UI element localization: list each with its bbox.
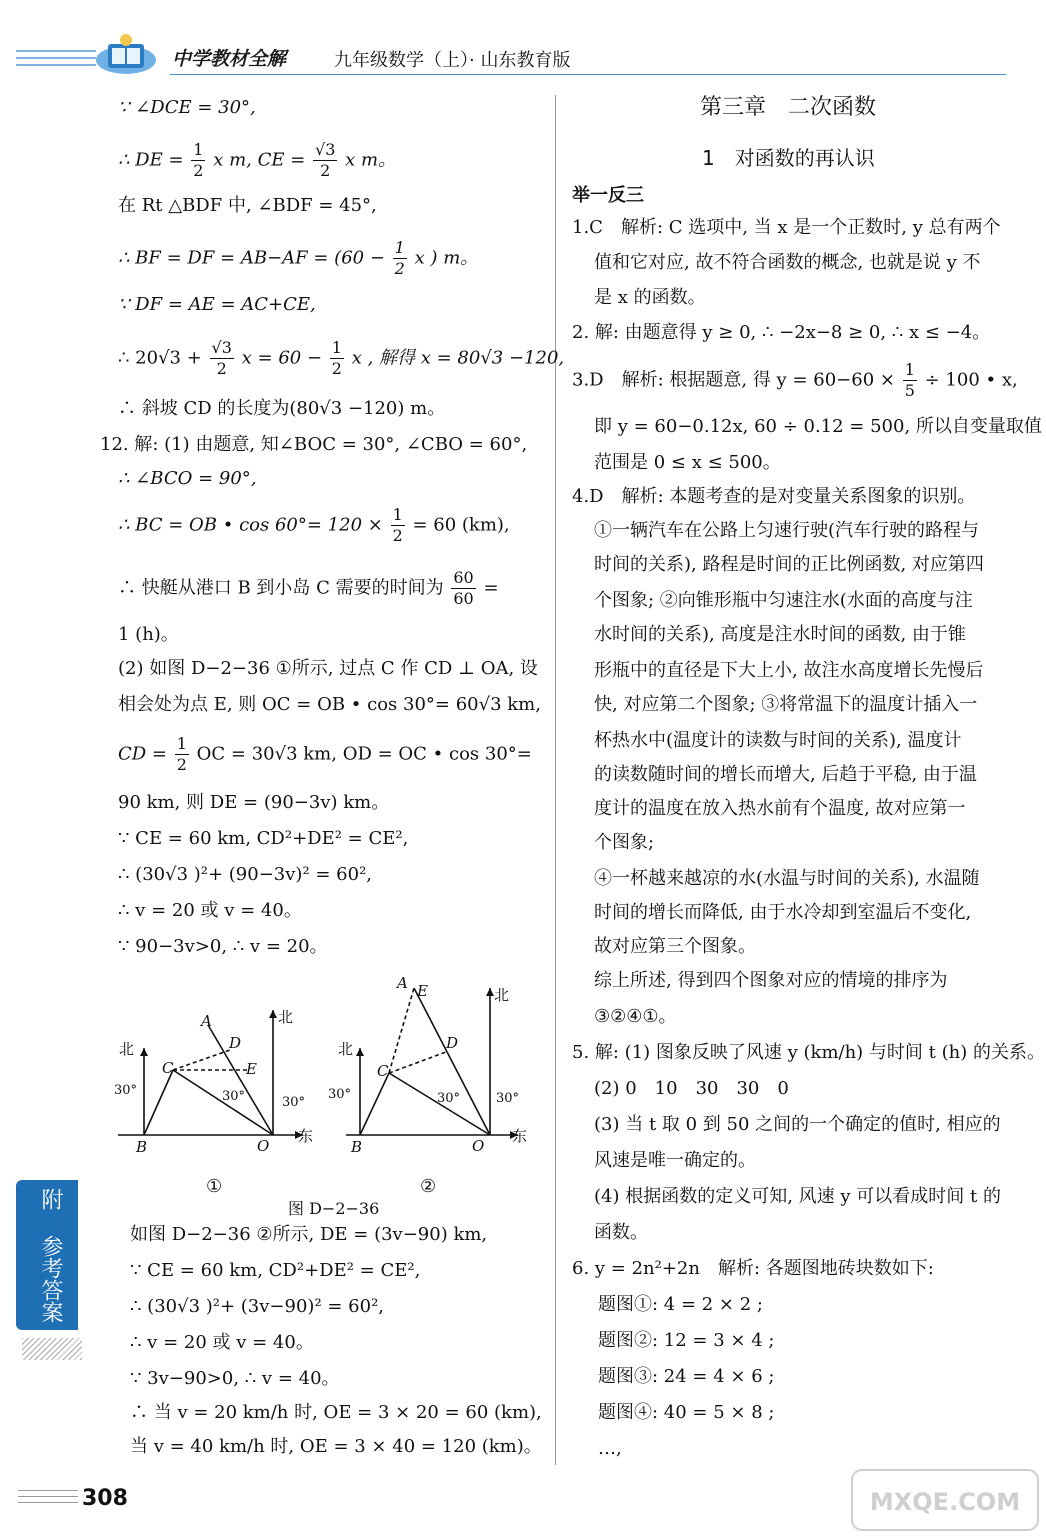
text-run: x = 60 − [241, 347, 323, 369]
text-line: ∵ 90−3v>0, ∴ v = 20。 [118, 936, 328, 957]
point-label: B [136, 1138, 148, 1156]
text-line: 即 y = 60−0.12x, 60 ÷ 0.12 = 500, 所以自变量取值 [594, 416, 1042, 437]
point-label: A [201, 1012, 212, 1030]
text-line: 90 km, 则 DE = (90−3v) km。 [118, 792, 390, 813]
text-line: 时间的增长而降低, 由于水冷却到室温后不变化, [594, 902, 972, 923]
text-line: 5. 解: (1) 图象反映了风速 y (km/h) 与时间 t (h) 的关系。 [572, 1042, 1045, 1063]
text-line: ∴ v = 20 或 v = 40。 [118, 900, 302, 921]
text-line: 题图①: 4 = 2 × 2 ; [598, 1294, 763, 1315]
text-run: x ) m。 [414, 247, 479, 269]
text-run: CD = [118, 743, 168, 765]
formula-line [118, 568, 499, 609]
angle-label: 30° [222, 1089, 246, 1104]
angle-label: 30° [437, 1091, 461, 1106]
text-line: 是 x 的函数。 [594, 287, 706, 308]
book-title: 中学教材全解 [172, 48, 287, 70]
book-logo-icon [90, 30, 162, 78]
fraction-num: 1 [904, 360, 915, 379]
text-run: ∴ BF = DF = AB−AF = (60 − [118, 247, 385, 269]
text-line: 2. 解: 由题意得 y ≥ 0, ∴ −2x−8 ≥ 0, ∴ x ≤ −4。 [572, 322, 991, 343]
text-line: ∵ CE = 60 km, CD²+DE² = CE², [130, 1260, 421, 1281]
fraction-num: 1 [193, 140, 204, 159]
text-line: ∵ DF = AE = AC+CE, [118, 294, 316, 315]
formula-line [118, 140, 396, 181]
text-run: x m, CE = [213, 149, 306, 171]
diagram-2 [346, 988, 518, 1135]
text-line: 当 v = 40 km/h 时, OE = 3 × 40 = 120 (km)。 [130, 1436, 542, 1457]
east-label: 东 [298, 1127, 314, 1145]
point-label: O [257, 1137, 270, 1155]
fraction [393, 238, 407, 279]
chapter-title: 第三章 二次函数 [700, 95, 877, 120]
text-run: x m。 [345, 149, 397, 171]
text-line: 函数。 [594, 1222, 648, 1243]
point-label: B [351, 1138, 363, 1156]
fraction-num: 1 [176, 734, 187, 753]
formula-line [118, 505, 510, 546]
fraction-num: 1 [331, 338, 342, 357]
fraction-den: 2 [331, 359, 342, 378]
text-line: 值和它对应, 故不符合函数的概念, 也就是说 y 不 [594, 252, 981, 273]
text-line: 的读数随时间的增长而增大, 后趋于平稳, 由于温 [594, 764, 977, 785]
fraction-den: 60 [453, 589, 474, 608]
page-number: 308 [82, 1486, 128, 1511]
text-line: ∴ (30√3 )²+ (3v−90)² = 60², [130, 1296, 385, 1317]
section-title: 1 对函数的再认识 [702, 146, 875, 170]
text-line: ∵ 3v−90>0, ∴ v = 40。 [130, 1368, 340, 1389]
point-label: E [246, 1060, 257, 1078]
segment-bc [360, 1073, 389, 1135]
text-line: 题图②: 12 = 3 × 4 ; [598, 1330, 775, 1351]
angle-label: 30° [496, 1091, 520, 1106]
text-line: 题图③: 24 = 4 × 6 ; [598, 1366, 775, 1387]
angle-label: 30° [282, 1095, 306, 1110]
text-line: 相会处为点 E, 则 OC = OB • cos 30°= 60√3 km, [118, 694, 541, 715]
segment-cd [173, 1050, 230, 1070]
text-run: ∴ 快艇从港口 B 到小岛 C 需要的时间为 [118, 577, 444, 599]
text-line: 范围是 0 ≤ x ≤ 500。 [594, 452, 781, 473]
appendix-tab [16, 1180, 78, 1330]
fraction [391, 505, 405, 546]
angle-label: 30° [114, 1083, 138, 1098]
text-run: ÷ 100 • x, [924, 369, 1018, 391]
watermark-text: MXQE.COM [869, 1488, 1021, 1516]
point-label: O [472, 1137, 485, 1155]
arrow-icon [356, 1048, 364, 1056]
arrow-icon [269, 1010, 277, 1018]
east-label: 东 [512, 1127, 528, 1145]
text-line: 综上所述, 得到四个图象对应的情境的排序为 [594, 970, 948, 991]
appendix-tab-label: 附 参考答案 [38, 1188, 63, 1323]
point-label: C [162, 1059, 174, 1077]
text-line: 个图象; ②向锥形瓶中匀速注水(水面的高度与注 [594, 590, 973, 611]
text-run: ∴ 20√3 + [118, 347, 202, 369]
angle-label: 30° [328, 1087, 352, 1102]
north-label: 北 [119, 1040, 135, 1058]
text-line: …, [598, 1438, 622, 1459]
fraction [903, 360, 917, 401]
text-line: 故对应第三个图象。 [594, 936, 756, 957]
fraction-num: 1 [392, 505, 403, 524]
text-line: ∴ (30√3 )²+ (90−3v)² = 60², [118, 864, 373, 885]
text-line: 形瓶中的直径是下大上小, 故注水高度增长先慢后 [594, 660, 984, 681]
subfigure-label: ② [420, 1176, 437, 1197]
formula-line [118, 734, 532, 775]
text-line: (4) 根据函数的定义可知, 风速 y 可以看成时间 t 的 [594, 1186, 1001, 1207]
text-line: (3) 当 t 取 0 到 50 之间的一个确定的值时, 相应的 [594, 1114, 1001, 1135]
header-rule [170, 74, 1006, 75]
fraction [210, 338, 234, 379]
watermark-logo-icon [850, 1468, 1040, 1532]
fraction-den: 2 [176, 755, 187, 774]
text-line: ①一辆汽车在公路上匀速行驶(汽车行驶的路程与 [594, 520, 980, 541]
subheading: 举一反三 [572, 185, 644, 206]
text-run: 3.D 解析: 根据题意, 得 y = 60−60 × [572, 369, 895, 391]
fraction-num: 1 [394, 238, 405, 257]
footer-decor-lines [18, 1490, 78, 1508]
text-line: 1 (h)。 [118, 624, 179, 645]
text-line: ∵ CE = 60 km, CD²+DE² = CE², [118, 828, 409, 849]
text-line: 时间的关系), 路程是时间的正比例函数, 对应第四 [594, 554, 984, 575]
fraction-den: 2 [392, 526, 403, 545]
north-label: 北 [338, 1040, 354, 1058]
text-line: 个图象; [594, 832, 655, 853]
fraction-num: 60 [453, 568, 474, 587]
fraction-den: 5 [904, 381, 915, 400]
book-subtitle: 九年级数学（上）· 山东教育版 [334, 50, 571, 71]
text-line: 1.C 解析: C 选项中, 当 x 是一个正数时, y 总有两个 [572, 217, 1001, 238]
fraction-den: 2 [394, 259, 405, 278]
text-line: ∴ v = 20 或 v = 40。 [130, 1332, 314, 1353]
formula-line [572, 360, 1018, 401]
text-run: ∴ BC = OB • cos 60°= 120 × [118, 514, 383, 536]
arrow-icon [140, 1048, 148, 1056]
segment-ce [389, 988, 414, 1073]
segment-cd [389, 1052, 446, 1073]
segment-bc [144, 1070, 173, 1135]
text-line: ③②④①。 [594, 1006, 677, 1027]
text-line: 水时间的关系), 高度是注水时间的函数, 由于锥 [594, 624, 966, 645]
fraction-den: 2 [320, 161, 331, 180]
text-line: 度计的温度在放入热水前有个温度, 故对应第一 [594, 798, 966, 819]
point-label: D [229, 1034, 242, 1052]
fraction [313, 140, 337, 181]
fraction-den: 2 [193, 161, 204, 180]
header-decor-lines [16, 50, 96, 71]
text-line: 在 Rt △BDF 中, ∠BDF = 45°, [118, 195, 377, 216]
fraction [175, 734, 189, 775]
text-line: 如图 D−2−36 ②所示, DE = (3v−90) km, [130, 1224, 488, 1245]
text-run: OC = 30√3 km, OD = OC • cos 30°= [196, 743, 532, 765]
problem-12: 12. 解: (1) 由题意, 知∠BOC = 30°, ∠CBO = 60°, [100, 434, 528, 455]
text-run: = [483, 577, 499, 599]
point-label: D [446, 1034, 459, 1052]
fraction [330, 338, 344, 379]
segment-oa [414, 988, 490, 1135]
text-line: 杯热水中(温度计的读数与时间的关系), 温度计 [594, 730, 962, 751]
text-run: ∴ DE = [118, 149, 184, 171]
text-line: 4.D 解析: 本题考查的是对变量关系图象的识别。 [572, 486, 976, 507]
column-divider [555, 95, 556, 1465]
fraction [451, 568, 475, 609]
fraction [191, 140, 205, 181]
text-run: = 60 (km), [412, 514, 510, 536]
fraction-num: √3 [211, 338, 232, 357]
formula-line [118, 238, 478, 279]
text-line: ∵ ∠DCE = 30°, [118, 97, 256, 118]
text-line: ∴ 当 v = 20 km/h 时, OE = 3 × 20 = 60 (km), [130, 1402, 542, 1423]
text-line: 快, 对应第二个图象; ③将常温下的温度计插入一 [594, 694, 978, 715]
page-header [0, 0, 1046, 78]
text-line: ∴ 斜坡 CD 的长度为(80√3 −120) m。 [118, 398, 446, 419]
text-line: ∴ ∠BCO = 90°, [118, 468, 257, 489]
fraction-den: 2 [216, 359, 227, 378]
figure-caption: 图 D−2−36 [288, 1199, 380, 1218]
text-line: 风速是唯一确定的。 [594, 1150, 756, 1171]
text-line: 题图④: 40 = 5 × 8 ; [598, 1402, 775, 1423]
north-label: 北 [494, 986, 510, 1004]
text-line: (2) 0 10 30 30 0 [594, 1078, 789, 1099]
text-line: (2) 如图 D−2−36 ①所示, 过点 C 作 CD ⊥ OA, 设 [118, 658, 538, 679]
point-label: C [377, 1062, 389, 1080]
formula-line [118, 338, 564, 379]
arrow-icon [486, 988, 494, 996]
north-label: 北 [278, 1008, 294, 1026]
figure-d-2-36 [98, 970, 538, 1220]
text-line: 6. y = 2n²+2n 解析: 各题图地砖块数如下: [572, 1258, 934, 1279]
text-run: x , 解得 x = 80√3 −120, [351, 347, 565, 369]
text-line: ④一杯越来越凉的水(水温与时间的关系), 水温随 [594, 868, 980, 889]
point-label: E [417, 982, 428, 1000]
tab-hatch [22, 1338, 82, 1360]
fraction-num: √3 [315, 140, 336, 159]
subfigure-label: ① [206, 1176, 223, 1197]
point-label: A [397, 974, 408, 992]
